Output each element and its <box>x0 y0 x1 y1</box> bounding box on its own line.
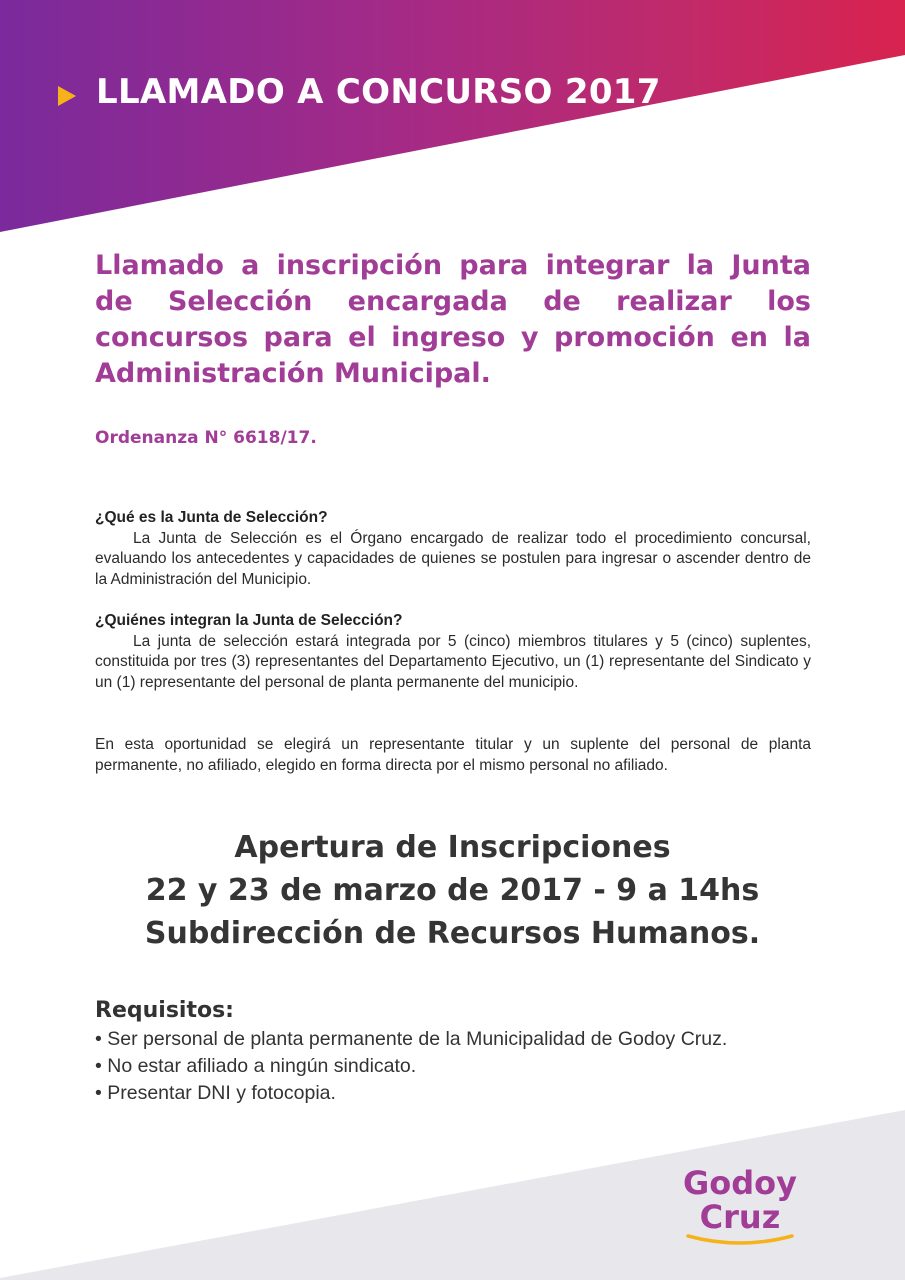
logo-smile-icon <box>684 1232 796 1248</box>
ordinance-number: Ordenanza N° 6618/17. <box>95 428 317 448</box>
requirements <box>95 996 811 1107</box>
section-body: En esta oportunidad se elegirá un representante titular y un suplente del personal de planta permanente, no afiliado, elegido en forma directa por el mismo personal no afiliado. <box>95 736 811 774</box>
section-who-integrates <box>95 611 811 693</box>
section-body: La junta de selección estará integrada por 5 (cinco) miembros titulares y 5 (cinco) suplentes, constituida por tres (3) representantes del Departamento Ejecutivo, un (1) representante del Sindicato y un (1) representante del personal de planta permanente del municipio. <box>95 632 811 691</box>
requirement-item: • Presentar DNI y fotocopia. <box>95 1082 336 1104</box>
page-title: LLAMADO A CONCURSO 2017 <box>96 72 661 112</box>
godoy-cruz-logo <box>680 1166 800 1256</box>
logo-text-line2: Cruz <box>699 1198 781 1236</box>
section-body: La Junta de Selección es el Órgano encargado de realizar todo el procedimiento concursal, evaluando los antecedentes y capacidades de quienes se postulen para ingresar o ascender dentro de la Administración del Municipio. <box>95 529 811 588</box>
section-title: ¿Quiénes integran la Junta de Selección? <box>95 612 403 629</box>
opening-title: Apertura de Inscripciones <box>234 830 671 865</box>
opening-place: Subdirección de Recursos Humanos. <box>144 916 761 951</box>
requirement-item: • No estar afiliado a ningún sindicato. <box>95 1055 417 1077</box>
opening-dates: 22 y 23 de marzo de 2017 - 9 a 14hs <box>145 873 760 908</box>
requirement-item: • Ser personal de planta permanente de la Municipalidad de Godoy Cruz. <box>95 1028 728 1050</box>
intro-heading: Llamado a inscripción para integrar la Junta de Selección encargada de realizar los concursos para el ingreso y promoción en la Administración Municipal. <box>95 250 811 389</box>
play-arrow-icon <box>58 86 76 106</box>
logo-text-line1: Godoy <box>683 1164 797 1202</box>
registration-opening <box>40 826 865 955</box>
header-banner <box>0 0 905 240</box>
section-title: ¿Qué es la Junta de Selección? <box>95 509 328 526</box>
requirements-title: Requisitos: <box>95 998 234 1023</box>
section-opportunity <box>95 735 811 776</box>
section-what-is <box>95 508 811 590</box>
